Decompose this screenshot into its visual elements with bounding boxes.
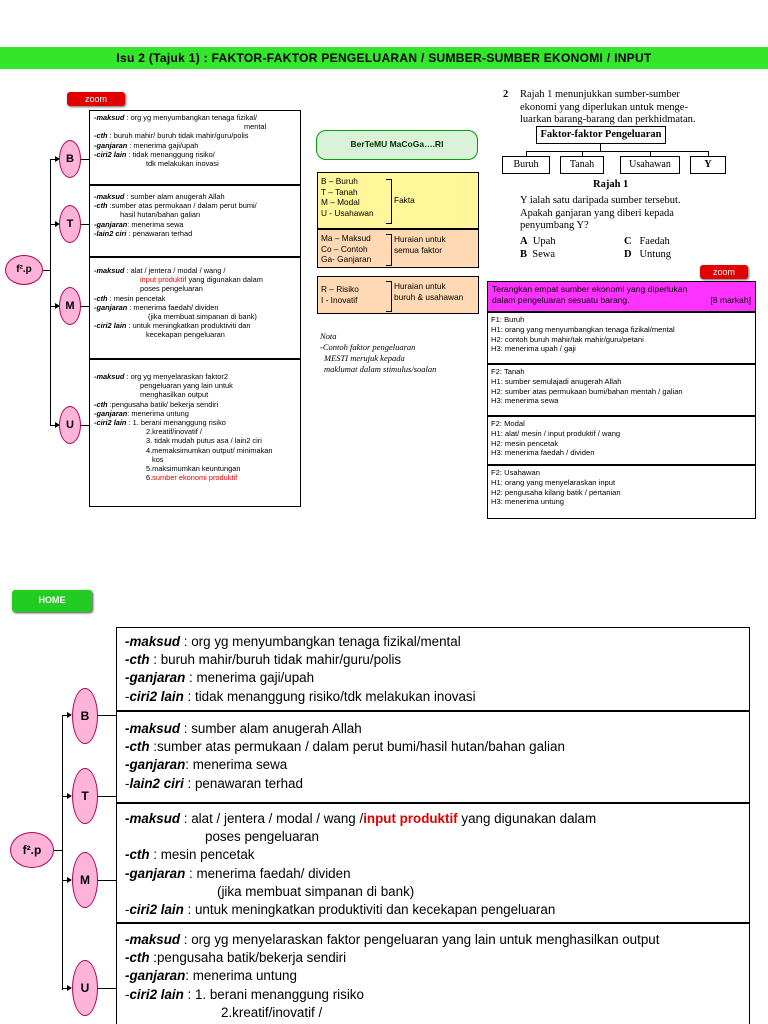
node-m-large: M (72, 852, 98, 908)
answer-f2: F2: Tanah H1: sumber semulajadi anugerah Allah H2: sumber atas permukaan bumi/bahan mentah / galian H3: menerima sewa (487, 364, 756, 416)
box-tanah-small: -maksud : sumber alam anugerah Allah -cth :sumber atas permukaan / dalam perut bumi/ hasil hutan/bahan galian -ganjaran: menerima sewa -lain2 ciri : penawaran terhad (89, 185, 301, 257)
home-button[interactable]: HOME (12, 590, 92, 612)
root-node-fp: f².p (5, 255, 43, 285)
answer-f1: F1: Buruh H1: orang yang menyumbangkan tenaga fizikal/mental H2: contoh buruh mahir/tak mahir/guru/petani H3: menerima upah / gaji (487, 312, 756, 364)
node-u: U (59, 406, 81, 444)
title-banner (0, 47, 768, 69)
mnemonic-facts: B – Buruh T – Tanah M – Modal U - Usahawan Fakta (317, 172, 479, 229)
factor-y: Y (690, 156, 726, 174)
root-node-fp-large: f².p (10, 832, 54, 868)
answer-question: Terangkan empat sumber ekonomi yang diperlukan dalam pengeluaran sesuatu barang. [8 markah] (487, 281, 756, 312)
zoom-button[interactable]: zoom (67, 92, 125, 106)
box-modal-large: -maksud : alat / jentera / modal / wang /input produktif yang digunakan dalam poses pengeluaran -cth : mesin pencetak -ganjaran : menerima faedah/ dividen (jika membuat simpanan di bank) -ciri2 lain : untuk meningkatkan produktiviti dan kecekapan pengeluaran (116, 803, 750, 923)
box-buruh-large: -maksud : org yg menyumbangkan tenaga fizikal/mental -cth : buruh mahir/buruh tidak mahir/guru/polis -ganjaran : menerima gaji/upah -ciri2 lain : tidak menanggung risiko/tdk melakukan inovasi (116, 627, 750, 711)
node-u-large: U (72, 960, 98, 1016)
factor-tanah: Tanah (560, 156, 604, 174)
box-tanah-large: -maksud : sumber alam anugerah Allah -cth :sumber atas permukaan / dalam perut bumi/hasil hutan/bahan galian -ganjaran: menerima sewa -lain2 ciri : penawaran terhad (116, 711, 750, 803)
node-m: M (59, 287, 81, 325)
box-modal-small: -maksud : alat / jentera / modal / wang / input produktif yang digunakan dalam poses pengeluaran -cth : mesin pencetak -ganjaran : menerima faedah/ dividen (jika membuat simpanan di bank) -ciri2 lain : untuk meningkatkan produktiviti dan kecekapan pengeluaran (89, 257, 301, 359)
node-b: B (59, 140, 81, 178)
page-title: Isu 2 (Tajuk 1) : FAKTOR-FAKTOR PENGELUARAN / SUMBER-SUMBER EKONOMI / INPUT (116, 51, 652, 65)
diagram-title-box: Faktor-faktor Pengeluaran (536, 126, 666, 144)
box-usahawan-small: -maksud : org yg menyelaraskan faktor2 pengeluaran yang lain untuk menghasilkan output -cth :pengusaha batik/ bekerja sendiri -ganjaran: menerima untung -ciri2 lain : 1. berani menanggung risiko 2.kreatif/inovatif / 3. tidak mudah putus asa / lain2 ciri 4.memaksimumkan output/ minimakan kos 5.maksimumkan keuntungan 6.sumber ekonomi produktif (89, 359, 301, 507)
node-t-large: T (72, 768, 98, 824)
zoom-button-answer[interactable]: zoom (700, 265, 748, 279)
mnemonic-risiko: R – Risiko I - Inovatif Huraian untuk buruh & usahawan (317, 276, 479, 314)
exam-question: 2 Rajah 1 menunjukkan sumber-sumber ekonomi yang diperlukan untuk menge- luarkan barang-barang dan perkhidmatan. Faktor-faktor Pengeluaran Buruh Tanah Usahawan Y Rajah 1 Y ialah satu daripada sumber tersebut. Apakah ganjaran yang diberi kepada penyumbang Y? A Upah B Sewa C Faedah D Untung (500, 88, 740, 260)
box-usahawan-large: -maksud : org yg menyelaraskan faktor pengeluaran yang lain untuk menghasilkan output -cth :pengusaha batik/bekerja sendiri -ganjaran: menerima untung -ciri2 lain : 1. berani menanggung risiko 2.kreatif/inovatif / (116, 923, 750, 1024)
node-t: T (59, 205, 81, 243)
nota-text: Nota -Contoh faktor pengeluaran MESTI merujuk kepada maklumat dalam stimulus/soalan (320, 331, 437, 374)
answer-f3: F2: Modal H1: alat/ mesin / input produktif / wang H2: mesin pencetak H3: menerima faedah / dividen (487, 416, 756, 465)
node-b-large: B (72, 688, 98, 744)
factor-usahawan: Usahawan (620, 156, 680, 174)
mnemonic-huraian: Ma – Maksud Co – Contoh Ga- Ganjaran Huraian untuk semua faktor (317, 229, 479, 268)
mnemonic-title: BerTeMU MaCoGa….RI (316, 130, 478, 160)
box-buruh-small: -maksud : org yg menyumbangkan tenaga fizikal/ mental -cth : buruh mahir/ buruh tidak mahir/guru/polis -ganjaran : menerima gaji/upah -ciri2 lain : tidak menanggung risiko/ tdk melakukan inovasi (89, 110, 301, 185)
factor-buruh: Buruh (502, 156, 550, 174)
answer-f4: F2: Usahawan H1: orang yang menyelaraskan input H2: pengusaha kilang batik / pertanian H3: menerima untung (487, 465, 756, 519)
